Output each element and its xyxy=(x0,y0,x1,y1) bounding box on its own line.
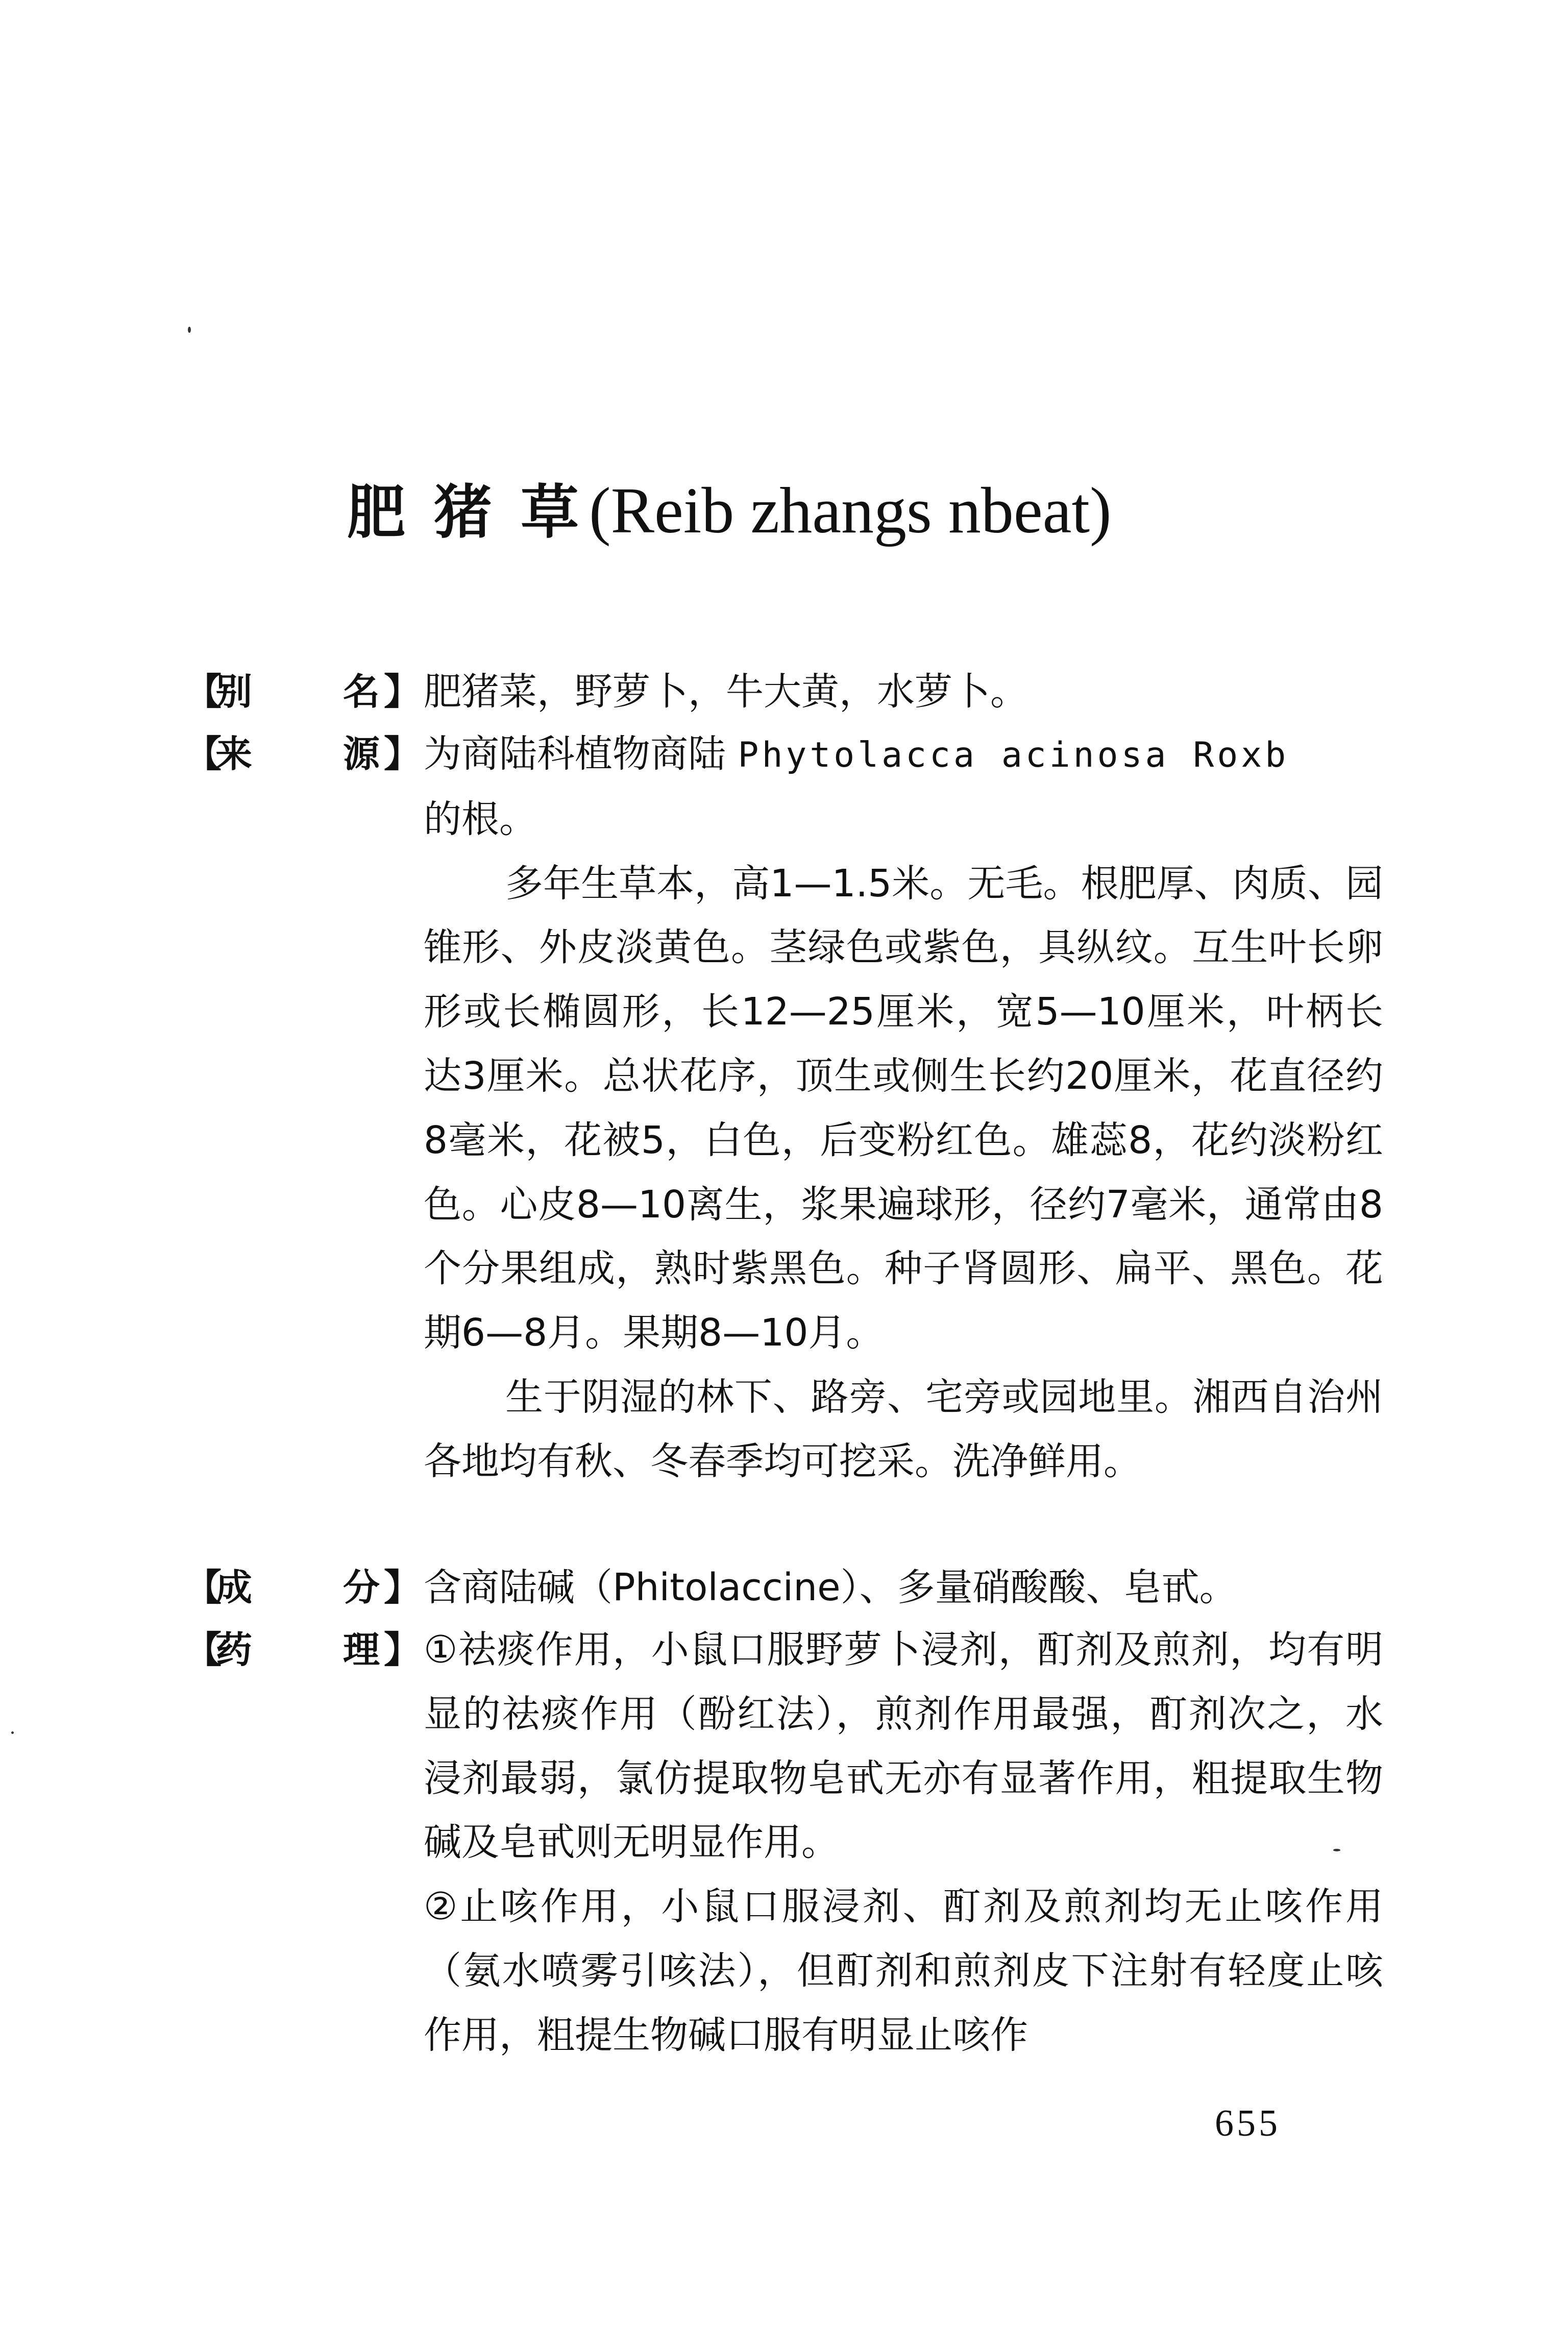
label-bracket-close: 】 xyxy=(384,1628,421,1671)
label-bracket-close: 】 xyxy=(384,1566,421,1609)
source-latin-name: Phytolacca acinosa Roxb xyxy=(738,735,1289,775)
scan-speck xyxy=(1333,1849,1340,1851)
label-char-second: 源 xyxy=(343,732,380,775)
label-composition xyxy=(185,1562,420,1613)
label-bracket-open: 【 xyxy=(185,670,222,713)
title-chinese: 肥猪草 xyxy=(347,478,608,546)
scan-speck xyxy=(11,1731,14,1734)
source-text-suffix: 的根。 xyxy=(424,797,537,841)
label-bracket-close: 】 xyxy=(384,732,421,775)
label-pharmacology xyxy=(185,1624,420,1675)
label-bracket-close: 】 xyxy=(384,670,421,713)
label-alias xyxy=(185,666,420,717)
label-char-first: 药 xyxy=(215,1628,253,1671)
pharmacology-paragraph-1: ①祛痰作用，小鼠口服野萝卜浸剂，酊剂及煎剂，均有明显的祛痰作用（酚红法），煎剂作用最强，酊剂次之，水浸剂最弱，氯仿提取物皂甙无亦有显著作用，粗提取生物碱及皂甙则无明显作用。 xyxy=(424,1628,1383,1865)
source-text-prefix: 为商陆科植物商陆 xyxy=(424,732,738,776)
pharmacology-paragraph-2: ②止咳作用，小鼠口服浸剂、酊剂及煎剂均无止咳作用（氨水喷雾引咳法），但酊剂和煎剂皮下注射有轻度止咳作用，粗提生物碱口服有明显止咳作 xyxy=(424,1885,1383,2057)
label-char-first: 来 xyxy=(215,732,253,775)
label-source xyxy=(185,728,420,779)
composition-text: 含商陆碱（Phitolaccine）、多量硝酸酸、皂甙。 xyxy=(424,1566,1237,1609)
page-title xyxy=(347,470,1112,551)
source-description: 多年生草本，高1—1.5米。无毛。根肥厚、肉质、园锥形、外皮淡黄色。茎绿色或紫色，具纵纹。互生叶长卵形或长椭圆形，长12—25厘米，宽5—10厘米，叶柄长达3厘米。总状花序，顶生或侧生长约20厘米，花直径约8毫米，花被5，白色，后变粉红色。雄蕊8，花约淡粉红色。心皮8—10离生，浆果遍球形，径约7毫米，通常由8个分果组成，熟时紫黑色。种子肾圆形、扁平、黑色。花期6—8月。果期8—10月。 xyxy=(424,861,1383,1355)
label-char-first: 别 xyxy=(215,670,253,713)
label-bracket-open: 【 xyxy=(185,1628,222,1671)
alias-text: 肥猪菜，野萝卜，牛大黄，水萝卜。 xyxy=(424,670,1028,714)
label-char-second: 分 xyxy=(343,1566,380,1609)
alias-content xyxy=(424,660,1383,724)
title-romanization: (Reib zhangs nbeat) xyxy=(589,474,1112,547)
label-bracket-open: 【 xyxy=(185,732,222,775)
scan-speck xyxy=(188,327,191,333)
source-content xyxy=(424,722,1383,1494)
source-habitat: 生于阴湿的林下、路旁、宅旁或园地里。湘西自治州各地均有秋、冬春季均可挖采。洗净鲜用。 xyxy=(424,1375,1383,1483)
page-number: 655 xyxy=(1215,2102,1281,2144)
label-char-first: 成 xyxy=(215,1566,253,1609)
pharmacology-content xyxy=(424,1618,1383,2068)
label-bracket-open: 【 xyxy=(185,1566,222,1609)
composition-content xyxy=(424,1556,1383,1620)
label-char-second: 理 xyxy=(343,1628,380,1671)
source-origin xyxy=(424,722,1383,852)
label-char-second: 名 xyxy=(343,670,380,713)
